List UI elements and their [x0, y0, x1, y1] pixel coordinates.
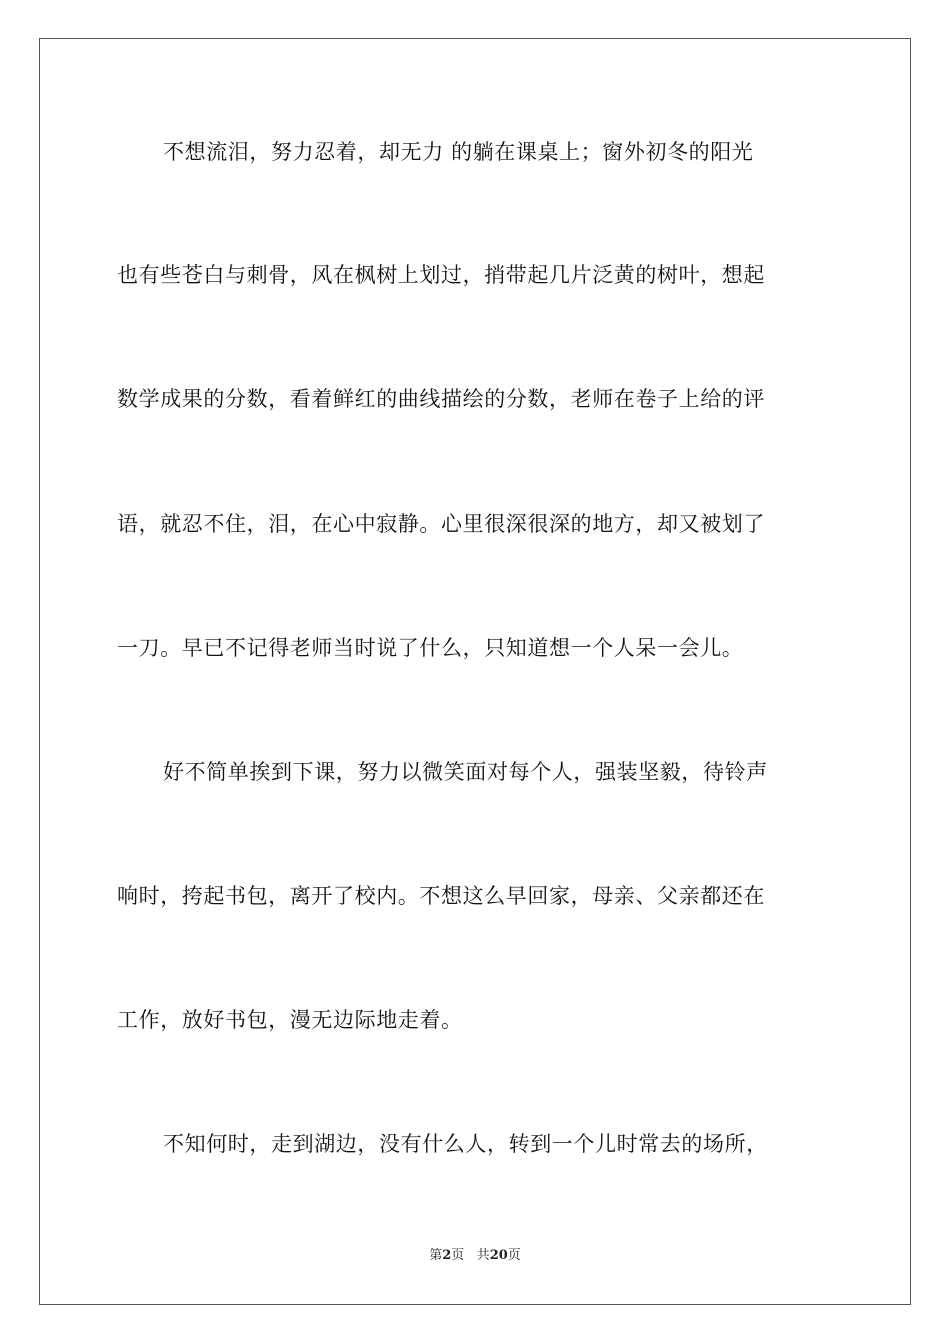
text-line: 响时，挎起书包，离开了校内。不想这么早回家，母亲、父亲都还在	[117, 884, 765, 908]
text-line: 语，就忍不住，泪，在心中寂静。心里很深很深的地方，却又被划了	[117, 512, 765, 536]
page-number: 2	[442, 1248, 452, 1263]
text-line: 一刀。早已不记得老师当时说了什么，只知道想一个人呆一会儿。	[117, 636, 744, 660]
total-pages: 20	[489, 1248, 508, 1263]
text-line: 数学成果的分数，看着鲜红的曲线描绘的分数，老师在卷子上给的评	[117, 387, 765, 411]
page-footer	[0, 1247, 950, 1265]
page-prefix: 第	[429, 1248, 443, 1263]
text-line: 工作，放好书包，漫无边际地走着。	[117, 1008, 463, 1032]
page-suffix: 页	[451, 1248, 465, 1263]
total-suffix: 页	[507, 1248, 521, 1263]
text-line: 也有些苍白与刺骨，风在枫树上划过，捎带起几片泛黄的树叶，想起	[117, 263, 765, 287]
page-border	[39, 38, 911, 1305]
text-line: 不知何时，走到湖边，没有什么人，转到一个儿时常去的场所，	[163, 1132, 768, 1156]
total-prefix: 共	[476, 1248, 490, 1263]
text-line: 不想流泪，努力忍着，却无力 的躺在课桌上；窗外初冬的阳光	[163, 140, 754, 164]
text-line: 好不简单挨到下课，努力以微笑面对每个人，强装坚毅，待铃声	[163, 760, 768, 784]
